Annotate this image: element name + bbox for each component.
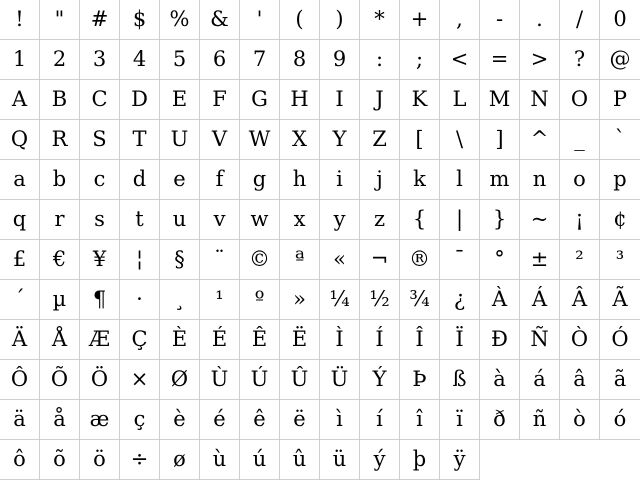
glyph-cell: e bbox=[160, 160, 200, 200]
glyph-cell: c bbox=[80, 160, 120, 200]
glyph-cell: · bbox=[120, 280, 160, 320]
glyph-cell: â bbox=[560, 360, 600, 400]
glyph-cell: ¥ bbox=[80, 240, 120, 280]
glyph-cell: ë bbox=[280, 400, 320, 440]
glyph-cell: ª bbox=[280, 240, 320, 280]
glyph-cell: þ bbox=[400, 440, 440, 480]
glyph-cell: « bbox=[320, 240, 360, 280]
glyph-cell: % bbox=[160, 0, 200, 40]
glyph-cell: ê bbox=[240, 400, 280, 440]
glyph-cell: ' bbox=[240, 0, 280, 40]
glyph-cell: û bbox=[280, 440, 320, 480]
glyph-cell: Ú bbox=[240, 360, 280, 400]
glyph-cell: R bbox=[40, 120, 80, 160]
glyph-cell: 1 bbox=[0, 40, 40, 80]
glyph-cell: @ bbox=[600, 40, 640, 80]
glyph-cell: ) bbox=[320, 0, 360, 40]
glyph-cell: M bbox=[480, 80, 520, 120]
glyph-cell: I bbox=[320, 80, 360, 120]
glyph-cell: ] bbox=[480, 120, 520, 160]
glyph-cell: : bbox=[360, 40, 400, 80]
glyph-cell: Ù bbox=[200, 360, 240, 400]
glyph-cell: ù bbox=[200, 440, 240, 480]
glyph-cell: - bbox=[480, 0, 520, 40]
glyph-cell: i bbox=[320, 160, 360, 200]
glyph-cell: Ô bbox=[0, 360, 40, 400]
glyph-cell: J bbox=[360, 80, 400, 120]
glyph-cell: ¯ bbox=[440, 240, 480, 280]
glyph-cell: § bbox=[160, 240, 200, 280]
glyph-cell: Æ bbox=[80, 320, 120, 360]
glyph-cell: È bbox=[160, 320, 200, 360]
glyph-cell: " bbox=[40, 0, 80, 40]
glyph-cell: P bbox=[600, 80, 640, 120]
glyph-cell: # bbox=[80, 0, 120, 40]
glyph-cell: Î bbox=[400, 320, 440, 360]
glyph-cell: 5 bbox=[160, 40, 200, 80]
glyph-cell: ÿ bbox=[440, 440, 480, 480]
glyph-cell: W bbox=[240, 120, 280, 160]
glyph-cell: \ bbox=[440, 120, 480, 160]
glyph-cell: ø bbox=[160, 440, 200, 480]
glyph-cell-empty bbox=[560, 440, 600, 480]
glyph-cell: + bbox=[400, 0, 440, 40]
glyph-cell: ¬ bbox=[360, 240, 400, 280]
glyph-cell: ¸ bbox=[160, 280, 200, 320]
glyph-cell: F bbox=[200, 80, 240, 120]
glyph-cell: í bbox=[360, 400, 400, 440]
glyph-cell: ä bbox=[0, 400, 40, 440]
glyph-cell: Ä bbox=[0, 320, 40, 360]
glyph-cell: ! bbox=[0, 0, 40, 40]
glyph-cell: Y bbox=[320, 120, 360, 160]
glyph-cell: * bbox=[360, 0, 400, 40]
glyph-cell: 9 bbox=[320, 40, 360, 80]
glyph-cell: q bbox=[0, 200, 40, 240]
glyph-cell: Ø bbox=[160, 360, 200, 400]
glyph-cell-empty bbox=[480, 440, 520, 480]
glyph-cell: ï bbox=[440, 400, 480, 440]
glyph-cell: ± bbox=[520, 240, 560, 280]
glyph-cell: ú bbox=[240, 440, 280, 480]
glyph-cell: o bbox=[560, 160, 600, 200]
glyph-cell: Ç bbox=[120, 320, 160, 360]
glyph-cell: & bbox=[200, 0, 240, 40]
glyph-cell-empty bbox=[600, 440, 640, 480]
glyph-cell: ò bbox=[560, 400, 600, 440]
glyph-cell: ¼ bbox=[320, 280, 360, 320]
glyph-cell: À bbox=[480, 280, 520, 320]
glyph-cell: é bbox=[200, 400, 240, 440]
glyph-cell: 6 bbox=[200, 40, 240, 80]
glyph-cell: ì bbox=[320, 400, 360, 440]
glyph-cell: Ã bbox=[600, 280, 640, 320]
glyph-cell: u bbox=[160, 200, 200, 240]
glyph-cell: × bbox=[120, 360, 160, 400]
glyph-cell: Ñ bbox=[520, 320, 560, 360]
glyph-cell: ¦ bbox=[120, 240, 160, 280]
glyph-cell: ç bbox=[120, 400, 160, 440]
glyph-cell: º bbox=[240, 280, 280, 320]
glyph-cell: € bbox=[40, 240, 80, 280]
glyph-cell: ½ bbox=[360, 280, 400, 320]
glyph-cell: á bbox=[520, 360, 560, 400]
glyph-cell: 7 bbox=[240, 40, 280, 80]
glyph-cell: h bbox=[280, 160, 320, 200]
glyph-cell: r bbox=[40, 200, 80, 240]
glyph-cell: D bbox=[120, 80, 160, 120]
glyph-cell: s bbox=[80, 200, 120, 240]
glyph-cell: õ bbox=[40, 440, 80, 480]
glyph-cell: } bbox=[480, 200, 520, 240]
glyph-cell: Ó bbox=[600, 320, 640, 360]
glyph-cell: ; bbox=[400, 40, 440, 80]
glyph-cell: ã bbox=[600, 360, 640, 400]
glyph-cell: { bbox=[400, 200, 440, 240]
glyph-cell: É bbox=[200, 320, 240, 360]
glyph-cell: ° bbox=[480, 240, 520, 280]
glyph-cell: à bbox=[480, 360, 520, 400]
glyph-cell: ¿ bbox=[440, 280, 480, 320]
glyph-cell: l bbox=[440, 160, 480, 200]
glyph-cell: © bbox=[240, 240, 280, 280]
glyph-cell: 8 bbox=[280, 40, 320, 80]
glyph-cell: ^ bbox=[520, 120, 560, 160]
glyph-cell: ð bbox=[480, 400, 520, 440]
glyph-cell: v bbox=[200, 200, 240, 240]
glyph-cell: ² bbox=[560, 240, 600, 280]
glyph-cell: / bbox=[560, 0, 600, 40]
glyph-cell: m bbox=[480, 160, 520, 200]
glyph-cell: H bbox=[280, 80, 320, 120]
glyph-cell: A bbox=[0, 80, 40, 120]
glyph-cell: Í bbox=[360, 320, 400, 360]
glyph-cell: » bbox=[280, 280, 320, 320]
glyph-cell: X bbox=[280, 120, 320, 160]
glyph-cell: T bbox=[120, 120, 160, 160]
glyph-cell: 2 bbox=[40, 40, 80, 80]
glyph-cell: Þ bbox=[400, 360, 440, 400]
glyph-cell: ¾ bbox=[400, 280, 440, 320]
glyph-cell: < bbox=[440, 40, 480, 80]
glyph-cell: b bbox=[40, 160, 80, 200]
glyph-cell: g bbox=[240, 160, 280, 200]
glyph-cell: = bbox=[480, 40, 520, 80]
glyph-cell: ´ bbox=[0, 280, 40, 320]
glyph-cell: t bbox=[120, 200, 160, 240]
glyph-cell: ¡ bbox=[560, 200, 600, 240]
glyph-cell: n bbox=[520, 160, 560, 200]
glyph-cell: _ bbox=[560, 120, 600, 160]
glyph-cell: ³ bbox=[600, 240, 640, 280]
glyph-cell: x bbox=[280, 200, 320, 240]
glyph-cell: Ð bbox=[480, 320, 520, 360]
glyph-cell: E bbox=[160, 80, 200, 120]
glyph-cell: ¹ bbox=[200, 280, 240, 320]
glyph-cell: î bbox=[400, 400, 440, 440]
glyph-cell: Q bbox=[0, 120, 40, 160]
glyph-cell: y bbox=[320, 200, 360, 240]
glyph-cell: a bbox=[0, 160, 40, 200]
glyph-cell: ¶ bbox=[80, 280, 120, 320]
glyph-cell: £ bbox=[0, 240, 40, 280]
glyph-cell: d bbox=[120, 160, 160, 200]
glyph-cell: Ê bbox=[240, 320, 280, 360]
glyph-cell: Ò bbox=[560, 320, 600, 360]
glyph-cell: ÷ bbox=[120, 440, 160, 480]
glyph-cell: Ì bbox=[320, 320, 360, 360]
glyph-cell: , bbox=[440, 0, 480, 40]
glyph-cell: Â bbox=[560, 280, 600, 320]
glyph-cell: Ë bbox=[280, 320, 320, 360]
glyph-cell: > bbox=[520, 40, 560, 80]
glyph-cell: Ï bbox=[440, 320, 480, 360]
glyph-cell: V bbox=[200, 120, 240, 160]
glyph-cell: ô bbox=[0, 440, 40, 480]
glyph-cell: Õ bbox=[40, 360, 80, 400]
glyph-cell: S bbox=[80, 120, 120, 160]
glyph-cell: Û bbox=[280, 360, 320, 400]
glyph-cell: Å bbox=[40, 320, 80, 360]
glyph-cell: j bbox=[360, 160, 400, 200]
glyph-cell-empty bbox=[520, 440, 560, 480]
glyph-cell: C bbox=[80, 80, 120, 120]
glyph-cell: . bbox=[520, 0, 560, 40]
glyph-cell: Á bbox=[520, 280, 560, 320]
glyph-cell: ¨ bbox=[200, 240, 240, 280]
glyph-cell: Ý bbox=[360, 360, 400, 400]
glyph-cell: ß bbox=[440, 360, 480, 400]
glyph-cell: L bbox=[440, 80, 480, 120]
glyph-cell: N bbox=[520, 80, 560, 120]
glyph-cell: ( bbox=[280, 0, 320, 40]
glyph-cell: ~ bbox=[520, 200, 560, 240]
glyph-cell: G bbox=[240, 80, 280, 120]
glyph-cell: B bbox=[40, 80, 80, 120]
glyph-cell: K bbox=[400, 80, 440, 120]
glyph-cell: ý bbox=[360, 440, 400, 480]
glyph-cell: Ö bbox=[80, 360, 120, 400]
glyph-cell: æ bbox=[80, 400, 120, 440]
glyph-cell: ` bbox=[600, 120, 640, 160]
glyph-cell: ó bbox=[600, 400, 640, 440]
glyph-cell: 4 bbox=[120, 40, 160, 80]
glyph-cell: O bbox=[560, 80, 600, 120]
glyph-cell: 3 bbox=[80, 40, 120, 80]
glyph-cell: ? bbox=[560, 40, 600, 80]
glyph-cell: $ bbox=[120, 0, 160, 40]
glyph-cell: k bbox=[400, 160, 440, 200]
glyph-cell: [ bbox=[400, 120, 440, 160]
glyph-cell: ö bbox=[80, 440, 120, 480]
glyph-cell: z bbox=[360, 200, 400, 240]
glyph-cell: | bbox=[440, 200, 480, 240]
glyph-cell: è bbox=[160, 400, 200, 440]
glyph-cell: ü bbox=[320, 440, 360, 480]
glyph-cell: ñ bbox=[520, 400, 560, 440]
glyph-cell: Z bbox=[360, 120, 400, 160]
glyph-cell: U bbox=[160, 120, 200, 160]
glyph-cell: å bbox=[40, 400, 80, 440]
glyph-cell: 0 bbox=[600, 0, 640, 40]
glyph-cell: ® bbox=[400, 240, 440, 280]
glyph-cell: w bbox=[240, 200, 280, 240]
glyph-cell: f bbox=[200, 160, 240, 200]
glyph-cell: p bbox=[600, 160, 640, 200]
glyph-cell: Ü bbox=[320, 360, 360, 400]
glyph-cell: ¢ bbox=[600, 200, 640, 240]
glyph-cell: µ bbox=[40, 280, 80, 320]
